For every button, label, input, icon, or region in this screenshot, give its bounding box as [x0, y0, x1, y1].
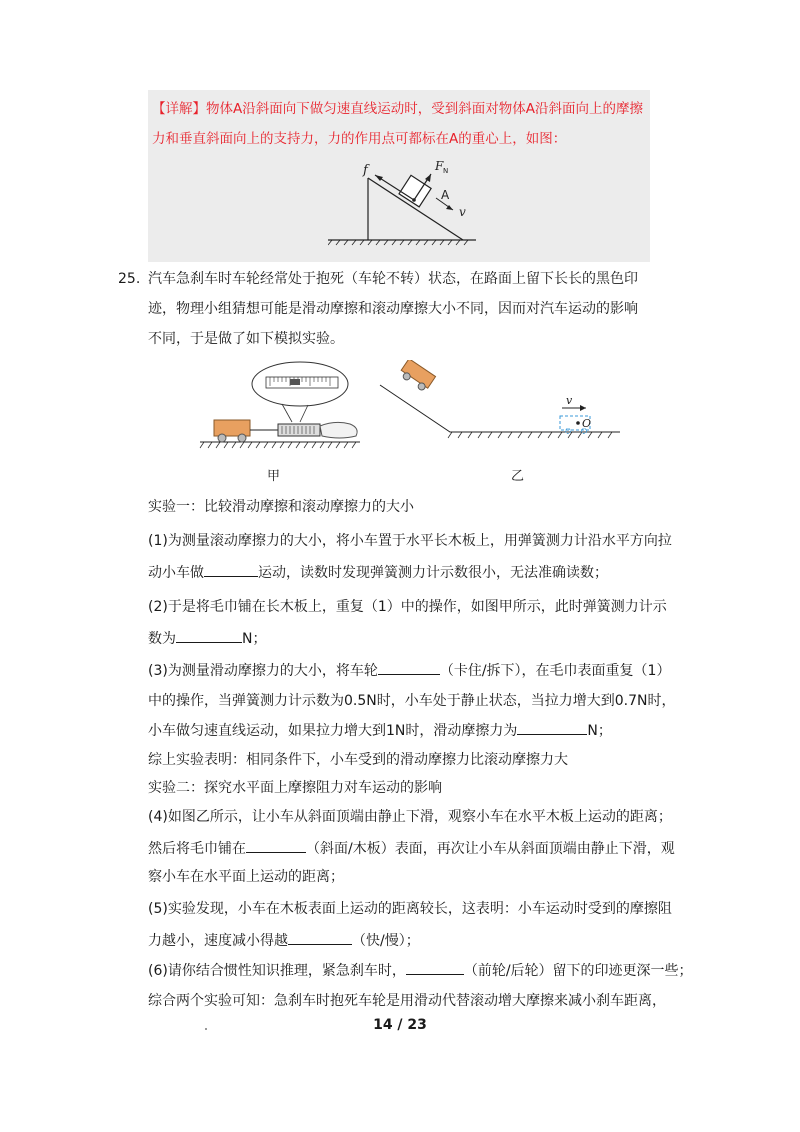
step-4-line-c: 察小车在水平面上运动的距离；: [148, 869, 344, 885]
step-3-text-after: （卡住/拆下），在毛巾表面重复（1）: [439, 663, 671, 679]
friction-label: f: [363, 163, 368, 178]
experiment-one-title: 实验一：比较滑动摩擦和滚动摩擦力的大小: [148, 499, 414, 515]
step-1-line-b: [148, 562, 608, 582]
blank-sliding-friction[interactable]: [517, 720, 587, 735]
velocity-label-yi: v: [566, 394, 573, 407]
blank-scale-reading[interactable]: [176, 628, 242, 643]
step-3-line-b: 中的操作，当弹簧测力计示数为0.5N时，小车处于静止状态，当拉力增大到0.7N时，: [148, 693, 676, 709]
step-5-text-before: 力越小，速度减小得越: [148, 933, 288, 949]
experiment-two-title: 实验二：探究水平面上摩擦阻力对车运动的影响: [148, 780, 442, 796]
step-1-text-after: 运动，读数时发现弹簧测力计示数很小，无法准确读数；: [258, 565, 608, 581]
figure-jia-caption: 甲: [267, 469, 281, 484]
blank-towel-location[interactable]: [246, 838, 306, 853]
page-number: 14 / 23: [373, 1017, 427, 1033]
step-2-line-b: [148, 628, 266, 648]
question-number: 25.: [118, 271, 141, 287]
answer-explanation-text: 【详解】物体A沿斜面向下做匀速直线运动时，受到斜面对物体A沿斜面向上的摩擦力和垂直斜面向上的支持力，力的作用点可都标在A的重心上，如图：: [152, 101, 643, 147]
block-label: A: [441, 188, 450, 202]
step-2-line-a: (2)于是将毛巾铺在长木板上，重复（1）中的操作，如图甲所示，此时弹簧测力计示: [148, 599, 667, 615]
blank-motion-type[interactable]: [204, 562, 258, 577]
normal-force-label: F: [435, 159, 444, 173]
step-2-text-before: 数为: [148, 631, 176, 647]
step-6-line-b: 综合两个实验可知：急刹车时抱死车轮是用滑动代替滚动增大摩擦来减小刹车距离，: [148, 993, 666, 1009]
incline-force-diagram: [328, 158, 478, 253]
blank-wheel-action[interactable]: [378, 660, 440, 675]
step-4-line-b: [148, 838, 675, 858]
step-2-text-after: N；: [242, 631, 267, 647]
point-o-label: O: [582, 417, 592, 430]
blank-wheel-position[interactable]: [406, 960, 464, 975]
question-intro: 汽车急刹车时车轮经常处于抱死（车轮不转）状态，在路面上留下长长的黑色印迹，物理小组猜想可能是滑动摩擦和滚动摩擦大小不同，因而对汽车运动的影响不同，于是做了如下模拟实验。: [148, 271, 638, 347]
step-1-text-before: 动小车做: [148, 565, 204, 581]
step-5-text-after: （快/慢）；: [352, 933, 420, 949]
step-4-line-a: (4)如图乙所示，让小车从斜面顶端由静止下滑，观察小车在水平木板上运动的距离；: [148, 809, 672, 825]
step-3-line-c: [148, 720, 612, 740]
step-5-line-b: [148, 930, 420, 950]
experiment-figures: [190, 360, 650, 460]
step-3-line-a: [148, 660, 670, 680]
step-3-text-before: (3)为测量滑动摩擦力的大小，将车轮: [148, 663, 378, 679]
experiment-one-summary: 综上实验表明：相同条件下，小车受到的滑动摩擦力比滚动摩擦力大: [148, 752, 568, 768]
blank-speed-change[interactable]: [288, 930, 352, 945]
step-6-line-a: [148, 960, 693, 980]
answer-explanation-box: [148, 90, 650, 262]
step-4-text-after: （斜面/木板）表面，再次让小车从斜面顶端由静止下滑，观: [306, 841, 675, 857]
figure-jia-spring-scale: [200, 362, 360, 448]
velocity-label: v: [459, 205, 466, 219]
step-3c-text-before: 小车做匀速直线运动，如果拉力增大到1N时，滑动摩擦力为: [148, 723, 518, 739]
figure-yi-caption: 乙: [511, 469, 525, 484]
step-1-line-a: (1)为测量滚动摩擦力的大小，将小车置于水平长木板上，用弹簧测力计沿水平方向拉: [148, 533, 672, 549]
step-6-text-before: (6)请你结合惯性知识推理，紧急刹车时，: [148, 963, 406, 979]
step-3c-text-after: N；: [587, 723, 612, 739]
figure-yi-incline-track: [380, 360, 620, 438]
step-4-text-before: 然后将毛巾铺在: [148, 841, 246, 857]
step-6-text-after: （前轮/后轮）留下的印迹更深一些；: [463, 963, 693, 979]
normal-force-subscript: N: [443, 167, 449, 175]
step-5-line-a: (5)实验发现，小车在木板表面上运动的距离较长，这表明：小车运动时受到的摩擦阻: [148, 901, 672, 917]
